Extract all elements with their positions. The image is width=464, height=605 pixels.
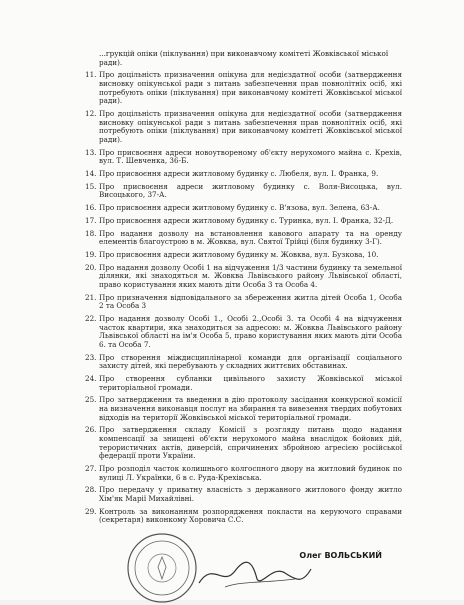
agenda-item-text: Про створення міждисциплінарної команди для організації соціального захисту дітей, які перебувають у складних життєвих обставинах. bbox=[99, 352, 402, 371]
agenda-item bbox=[85, 294, 402, 311]
agenda-item-text: Про призначення відповідального за збереження житла дітей Особа 1, Особа 2 та Особа 3 bbox=[99, 292, 402, 311]
agenda-item-text: Про доцільність призначення опікуна для недієздатної особи (затвердження висновку опікунської ради з питань забезпечення прав повнолітніх осіб, які потребують опіки (піклування) при виконавчому комітеті Жовківської міської ради). bbox=[99, 108, 402, 144]
intro-line: ...грукцій опіки (піклування) при виконавчому комітеті Жовківської міської ради). bbox=[99, 49, 389, 67]
handwritten-signature-icon bbox=[195, 553, 315, 593]
agenda-item bbox=[85, 315, 402, 349]
official-seal-icon bbox=[125, 531, 199, 605]
agenda-item bbox=[85, 426, 402, 460]
agenda-item-number: 12. bbox=[85, 108, 97, 118]
agenda-item-text: Про затвердження складу Комісії з розгляду питань щодо надання компенсації за знищені об'єкти нерухомого майна внаслідок бойових дій, терористичних актів, диверсій, спричинених збройною агресією російської федерації проти України. bbox=[99, 425, 402, 461]
agenda-item-number: 28. bbox=[85, 485, 97, 495]
agenda-item-number: 21. bbox=[85, 292, 97, 302]
signature-block bbox=[85, 531, 402, 601]
agenda-item-number: 19. bbox=[85, 249, 97, 259]
agenda-item-number: 16. bbox=[85, 203, 97, 213]
agenda-item bbox=[85, 149, 402, 166]
agenda-item-text: Про присвоєння адреси новоутвореному об'єкту нерухомого майна с. Крехів, вул. Т. Шевченка, 36-Б. bbox=[99, 147, 402, 166]
agenda-item-number: 15. bbox=[85, 181, 97, 191]
agenda-item-number: 24. bbox=[85, 374, 97, 384]
agenda-item-text: Про присвоєння адреси житловому будинку с. Воля-Висоцька, вул. Висоцького, 37-А. bbox=[99, 181, 402, 200]
agenda-item bbox=[85, 110, 402, 144]
agenda-item bbox=[85, 170, 402, 179]
agenda-item-text: Про розподіл часток колишнього колгоспного двору на житловий будинок по вулиці Л. Українки, 6 в с. Руда-Крехівська. bbox=[99, 463, 402, 482]
agenda-item-text: Про надання дозволу Особі 1 на відчуження 1/3 частини будинку та земельної ділянки, які знаходяться м. Жовква Львівського району Львівської області, право користування яких мають діти Особа 3 та Особа 4. bbox=[99, 262, 402, 289]
agenda-item-number: 27. bbox=[85, 463, 97, 473]
agenda-item-text: Про присвоєння адреси житловому будинку м. Жовква, вул. Бузкова, 10. bbox=[99, 249, 379, 259]
agenda-item bbox=[85, 251, 402, 260]
agenda-item bbox=[85, 486, 402, 503]
agenda-item-number: 29. bbox=[85, 506, 97, 516]
agenda-item-text: Про надання дозволу Особі 1., Особі 2.,Особі 3. та Особі 4 на відчуження часток квартири, яка знаходиться за адресою: м. Жовква Львівського району Львівської області на ім'я Особа 5, право користування яких мають діти Особа 6. та Особа 7. bbox=[99, 314, 402, 349]
agenda-item-number: 13. bbox=[85, 147, 97, 157]
agenda-item-text: Про присвоєння адреси житловому будинку с. Туринка, вул. І. Франка, 32-Д. bbox=[99, 215, 394, 225]
agenda-item-text: Про присвоєння адреси житловому будинку с. В'язова, вул. Зелена, 63-А. bbox=[99, 203, 380, 213]
agenda-item bbox=[85, 71, 402, 105]
agenda-item bbox=[85, 354, 402, 371]
agenda-item-text: Про передачу у приватну власність з державного житлового фонду житло Хім'як Марії Михайлівні. bbox=[99, 485, 402, 503]
agenda-item-number: 23. bbox=[85, 352, 97, 362]
agenda-list bbox=[85, 71, 402, 525]
agenda-item-text: Про створення субланки цивільного захисту Жовківської міської територіальної громади. bbox=[99, 374, 402, 392]
agenda-item bbox=[85, 508, 402, 525]
signer-name: Олег ВОЛЬСЬКИЙ bbox=[299, 550, 382, 560]
agenda-item-number: 14. bbox=[85, 168, 97, 178]
agenda-item-text: Про доцільність призначення опікуна для недієздатної особи (затвердження висновку опікунської ради з питань забезпечення прав повнолітніх осіб, які потребують опіки (піклування) при виконавчому комітеті Жовківської міської ради). bbox=[99, 70, 402, 106]
agenda-item bbox=[85, 465, 402, 482]
agenda-item-text: Про затвердження та введення в дію протоколу засідання конкурсної комісії на визначення виконавця послуг на збирання та вивезення твердих побутових відходів на території Жовківської міської територіальної громади. bbox=[99, 395, 402, 422]
agenda-item bbox=[85, 183, 402, 200]
agenda-item bbox=[85, 204, 402, 213]
agenda-item-number: 18. bbox=[85, 228, 97, 238]
agenda-item bbox=[85, 396, 402, 422]
agenda-item-number: 20. bbox=[85, 262, 97, 272]
agenda-item-number: 17. bbox=[85, 215, 97, 225]
agenda-item bbox=[85, 264, 402, 290]
agenda-item bbox=[85, 230, 402, 247]
agenda-item-number: 22. bbox=[85, 314, 97, 324]
agenda-item-text: Про надання дозволу на встановлення кавового апарату та на оренду елементів благоустрою в м. Жовква, вул. Святої Трійці (біля будинку 3-Г). bbox=[99, 228, 402, 247]
agenda-item-number: 26. bbox=[85, 425, 97, 435]
agenda-item-number: 11. bbox=[85, 70, 97, 80]
agenda-item bbox=[85, 375, 402, 392]
agenda-item-text: Про присвоєння адреси житловому будинку с. Любеля, вул. І. Франка, 9. bbox=[99, 168, 379, 178]
agenda-item-number: 25. bbox=[85, 395, 97, 405]
agenda-item-text: Контроль за виконанням розпорядження покласти на керуючого справами (секретаря) виконкому Хоровича С.С. bbox=[99, 506, 402, 525]
agenda-item bbox=[85, 217, 402, 226]
